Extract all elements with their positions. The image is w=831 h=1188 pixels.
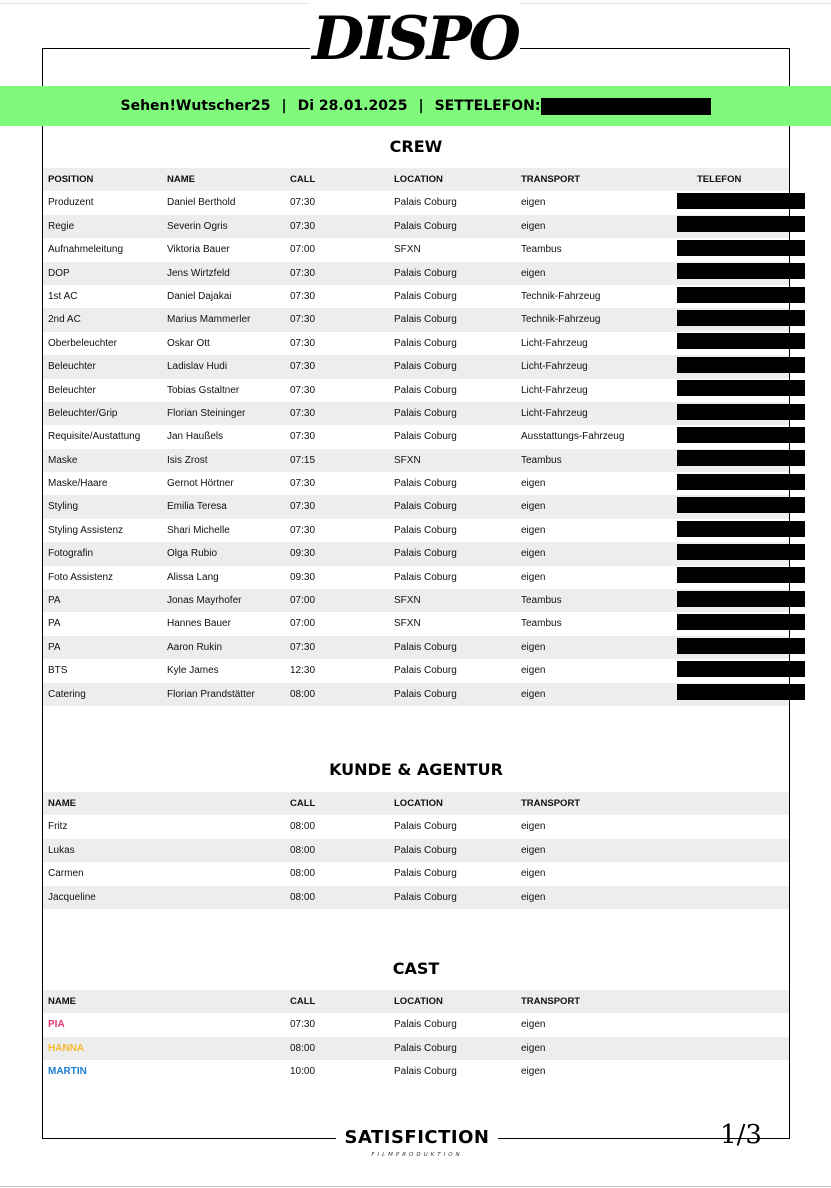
name-cell: Jan Haußels — [167, 431, 224, 443]
kunde-title: KUNDE & AGENTUR — [329, 760, 503, 779]
name-cell: Kyle James — [167, 665, 219, 677]
call-cell: 07:30 — [290, 290, 316, 302]
transport-cell: Teambus — [521, 618, 562, 630]
redacted-phone — [677, 474, 805, 490]
header-transport: TRANSPORT — [521, 174, 581, 185]
position-cell: Beleuchter — [48, 361, 96, 373]
transport-cell: eigen — [521, 197, 546, 209]
location-cell: Palais Coburg — [394, 821, 457, 833]
cast-title: CAST — [392, 959, 440, 978]
location-cell: Palais Coburg — [394, 361, 457, 373]
call-cell: 10:00 — [290, 1066, 316, 1078]
name-cell: Isis Zrost — [167, 454, 208, 466]
position-cell: Catering — [48, 688, 86, 700]
call-cell: 07:00 — [290, 244, 316, 256]
transport-cell: eigen — [521, 524, 546, 536]
name-cell: Daniel Berthold — [167, 197, 236, 209]
transport-cell: Licht-Fahrzeug — [521, 361, 588, 373]
transport-cell: eigen — [521, 844, 546, 856]
name-cell: HANNA — [48, 1042, 85, 1054]
header-transport: TRANSPORT — [521, 996, 581, 1007]
name-cell: Aaron Rukin — [167, 641, 223, 653]
bottom-rule — [0, 1186, 831, 1187]
transport-cell: eigen — [521, 548, 546, 560]
call-cell: 08:00 — [290, 821, 316, 833]
location-cell: SFXN — [394, 595, 421, 607]
redacted-phone — [677, 310, 805, 326]
transport-cell: eigen — [521, 478, 546, 490]
name-cell: Lukas — [48, 844, 75, 856]
location-cell: Palais Coburg — [394, 290, 457, 302]
transport-cell: eigen — [521, 501, 546, 513]
position-cell: Beleuchter — [48, 384, 96, 396]
header-location: LOCATION — [394, 174, 443, 185]
page-number: 1/3 — [720, 1120, 762, 1150]
position-cell: Oberbeleuchter — [48, 337, 117, 349]
call-cell: 08:00 — [290, 891, 316, 903]
cast-row — [43, 1037, 789, 1060]
transport-cell: Teambus — [521, 595, 562, 607]
location-cell: Palais Coburg — [394, 384, 457, 396]
name-cell: Daniel Dajakai — [167, 290, 232, 302]
transport-cell: eigen — [521, 220, 546, 232]
header-name: NAME — [48, 996, 76, 1007]
name-cell: Jacqueline — [48, 891, 96, 903]
transport-cell: eigen — [521, 665, 546, 677]
location-cell: Palais Coburg — [394, 868, 457, 880]
redacted-phone — [677, 544, 805, 560]
redacted-phone — [677, 521, 805, 537]
redacted-phone — [677, 684, 805, 700]
redacted-phone — [541, 98, 711, 115]
position-cell: Maske/Haare — [48, 478, 108, 490]
redacted-phone — [677, 404, 805, 420]
transport-cell: Licht-Fahrzeug — [521, 337, 588, 349]
header-call: CALL — [290, 996, 316, 1007]
call-cell: 07:00 — [290, 595, 316, 607]
transport-cell: eigen — [521, 1066, 546, 1078]
location-cell: Palais Coburg — [394, 665, 457, 677]
kunde-table — [43, 792, 789, 909]
name-cell: Viktoria Bauer — [167, 244, 230, 256]
kunde-row — [43, 815, 789, 838]
call-cell: 07:30 — [290, 431, 316, 443]
header-location: LOCATION — [394, 798, 443, 809]
location-cell: Palais Coburg — [394, 431, 457, 443]
name-cell: Ladislav Hudi — [167, 361, 228, 373]
redacted-phone — [677, 567, 805, 583]
location-cell: Palais Coburg — [394, 641, 457, 653]
redacted-phone — [677, 497, 805, 513]
position-cell: Fotografin — [48, 548, 94, 560]
redacted-phone — [677, 240, 805, 256]
call-cell: 07:00 — [290, 618, 316, 630]
call-cell: 07:15 — [290, 454, 316, 466]
header-name: NAME — [167, 174, 195, 185]
header-call: CALL — [290, 174, 316, 185]
project-name: Sehen!Wutscher25 — [120, 98, 271, 114]
name-cell: Emilia Teresa — [167, 501, 227, 513]
redacted-phone — [677, 638, 805, 654]
kunde-row — [43, 839, 789, 862]
name-cell: Alissa Lang — [167, 571, 219, 583]
separator: | — [281, 98, 287, 114]
name-cell: Tobias Gstaltner — [167, 384, 240, 396]
kunde-row — [43, 862, 789, 885]
position-cell: 2nd AC — [48, 314, 81, 326]
footer-logo — [336, 1124, 498, 1164]
call-cell: 07:30 — [290, 337, 316, 349]
transport-cell: eigen — [521, 267, 546, 279]
position-cell: PA — [48, 641, 61, 653]
position-cell: Maske — [48, 454, 78, 466]
transport-cell: Licht-Fahrzeug — [521, 384, 588, 396]
header-transport: TRANSPORT — [521, 798, 581, 809]
call-cell: 07:30 — [290, 267, 316, 279]
call-cell: 07:30 — [290, 1019, 316, 1031]
kunde-header-row — [43, 792, 789, 815]
transport-cell: Technik-Fahrzeug — [521, 290, 601, 302]
name-cell: Olga Rubio — [167, 548, 218, 560]
call-cell: 07:30 — [290, 641, 316, 653]
transport-cell: Technik-Fahrzeug — [521, 314, 601, 326]
location-cell: Palais Coburg — [394, 314, 457, 326]
document-title: DISPO — [310, 2, 520, 76]
position-cell: DOP — [48, 267, 70, 279]
transport-cell: eigen — [521, 891, 546, 903]
set-phone-label: SETTELEFON: — [434, 98, 541, 114]
header-banner — [0, 86, 831, 126]
transport-cell: eigen — [521, 1019, 546, 1031]
name-cell: Oskar Ott — [167, 337, 210, 349]
call-cell: 07:30 — [290, 314, 316, 326]
position-cell: 1st AC — [48, 290, 78, 302]
location-cell: Palais Coburg — [394, 220, 457, 232]
crew-title: CREW — [389, 137, 443, 156]
location-cell: Palais Coburg — [394, 1066, 457, 1078]
redacted-phone — [677, 591, 805, 607]
position-cell: Beleuchter/Grip — [48, 407, 118, 419]
cast-row — [43, 1060, 789, 1083]
transport-cell: eigen — [521, 1042, 546, 1054]
call-cell: 08:00 — [290, 868, 316, 880]
name-cell: Florian Steininger — [167, 407, 246, 419]
transport-cell: Ausstattungs-Fahrzeug — [521, 431, 625, 443]
location-cell: Palais Coburg — [394, 548, 457, 560]
name-cell: Jens Wirtzfeld — [167, 267, 230, 279]
name-cell: Marius Mammerler — [167, 314, 251, 326]
location-cell: Palais Coburg — [394, 1019, 457, 1031]
redacted-phone — [677, 614, 805, 630]
redacted-phone — [677, 216, 805, 232]
transport-cell: Teambus — [521, 454, 562, 466]
position-cell: Foto Assistenz — [48, 571, 114, 583]
redacted-phone — [677, 333, 805, 349]
redacted-phone — [677, 193, 805, 209]
call-cell: 09:30 — [290, 571, 316, 583]
location-cell: Palais Coburg — [394, 197, 457, 209]
transport-cell: eigen — [521, 688, 546, 700]
name-cell: Shari Michelle — [167, 524, 230, 536]
location-cell: Palais Coburg — [394, 478, 457, 490]
transport-cell: Teambus — [521, 244, 562, 256]
position-cell: Aufnahmeleitung — [48, 244, 124, 256]
header-telefon: TELEFON — [697, 174, 742, 185]
location-cell: Palais Coburg — [394, 688, 457, 700]
crew-header-row — [43, 168, 789, 191]
brand-name: SATISFICTION — [344, 1127, 490, 1148]
name-cell: PIA — [48, 1019, 65, 1031]
cast-header-row — [43, 990, 789, 1013]
brand-subtitle: FILMPRODUKTION — [371, 1152, 463, 1158]
location-cell: Palais Coburg — [394, 501, 457, 513]
name-cell: Jonas Mayrhofer — [167, 595, 242, 607]
transport-cell: Licht-Fahrzeug — [521, 407, 588, 419]
name-cell: MARTIN — [48, 1066, 87, 1078]
cast-table — [43, 990, 789, 1084]
call-cell: 07:30 — [290, 384, 316, 396]
transport-cell: eigen — [521, 821, 546, 833]
name-cell: Gernot Hörtner — [167, 478, 234, 490]
call-cell: 07:30 — [290, 501, 316, 513]
location-cell: Palais Coburg — [394, 407, 457, 419]
shoot-date: Di 28.01.2025 — [297, 98, 408, 114]
position-cell: Styling — [48, 501, 79, 513]
position-cell: PA — [48, 618, 61, 630]
position-cell: Regie — [48, 220, 75, 232]
position-cell: Requisite/Austattung — [48, 431, 141, 443]
call-cell: 07:30 — [290, 361, 316, 373]
location-cell: Palais Coburg — [394, 524, 457, 536]
name-cell: Fritz — [48, 821, 68, 833]
call-cell: 08:00 — [290, 1042, 316, 1054]
header-location: LOCATION — [394, 996, 443, 1007]
header-name: NAME — [48, 798, 76, 809]
location-cell: Palais Coburg — [394, 891, 457, 903]
header-position: POSITION — [48, 174, 94, 185]
position-cell: PA — [48, 595, 61, 607]
call-cell: 07:30 — [290, 197, 316, 209]
separator: | — [418, 98, 424, 114]
redacted-phone — [677, 263, 805, 279]
call-cell: 07:30 — [290, 524, 316, 536]
call-cell: 07:30 — [290, 407, 316, 419]
name-cell: Hannes Bauer — [167, 618, 231, 630]
location-cell: Palais Coburg — [394, 571, 457, 583]
location-cell: Palais Coburg — [394, 267, 457, 279]
cast-row — [43, 1013, 789, 1036]
location-cell: SFXN — [394, 244, 421, 256]
transport-cell: eigen — [521, 641, 546, 653]
location-cell: Palais Coburg — [394, 844, 457, 856]
name-cell: Severin Ogris — [167, 220, 228, 232]
redacted-phone — [677, 450, 805, 466]
position-cell: BTS — [48, 665, 68, 677]
redacted-phone — [677, 380, 805, 396]
redacted-phone — [677, 661, 805, 677]
call-cell: 07:30 — [290, 220, 316, 232]
transport-cell: eigen — [521, 868, 546, 880]
redacted-phone — [677, 357, 805, 373]
position-cell: Produzent — [48, 197, 94, 209]
header-call: CALL — [290, 798, 316, 809]
position-cell: Styling Assistenz — [48, 524, 124, 536]
banner-text — [0, 86, 831, 126]
location-cell: Palais Coburg — [394, 337, 457, 349]
call-cell: 09:30 — [290, 548, 316, 560]
redacted-phone — [677, 427, 805, 443]
call-cell: 07:30 — [290, 478, 316, 490]
name-cell: Carmen — [48, 868, 84, 880]
transport-cell: eigen — [521, 571, 546, 583]
location-cell: SFXN — [394, 618, 421, 630]
redacted-phone — [677, 287, 805, 303]
call-cell: 08:00 — [290, 688, 316, 700]
call-cell: 08:00 — [290, 844, 316, 856]
call-cell: 12:30 — [290, 665, 316, 677]
location-cell: Palais Coburg — [394, 1042, 457, 1054]
location-cell: SFXN — [394, 454, 421, 466]
kunde-row — [43, 886, 789, 909]
name-cell: Florian Prandstätter — [167, 688, 255, 700]
